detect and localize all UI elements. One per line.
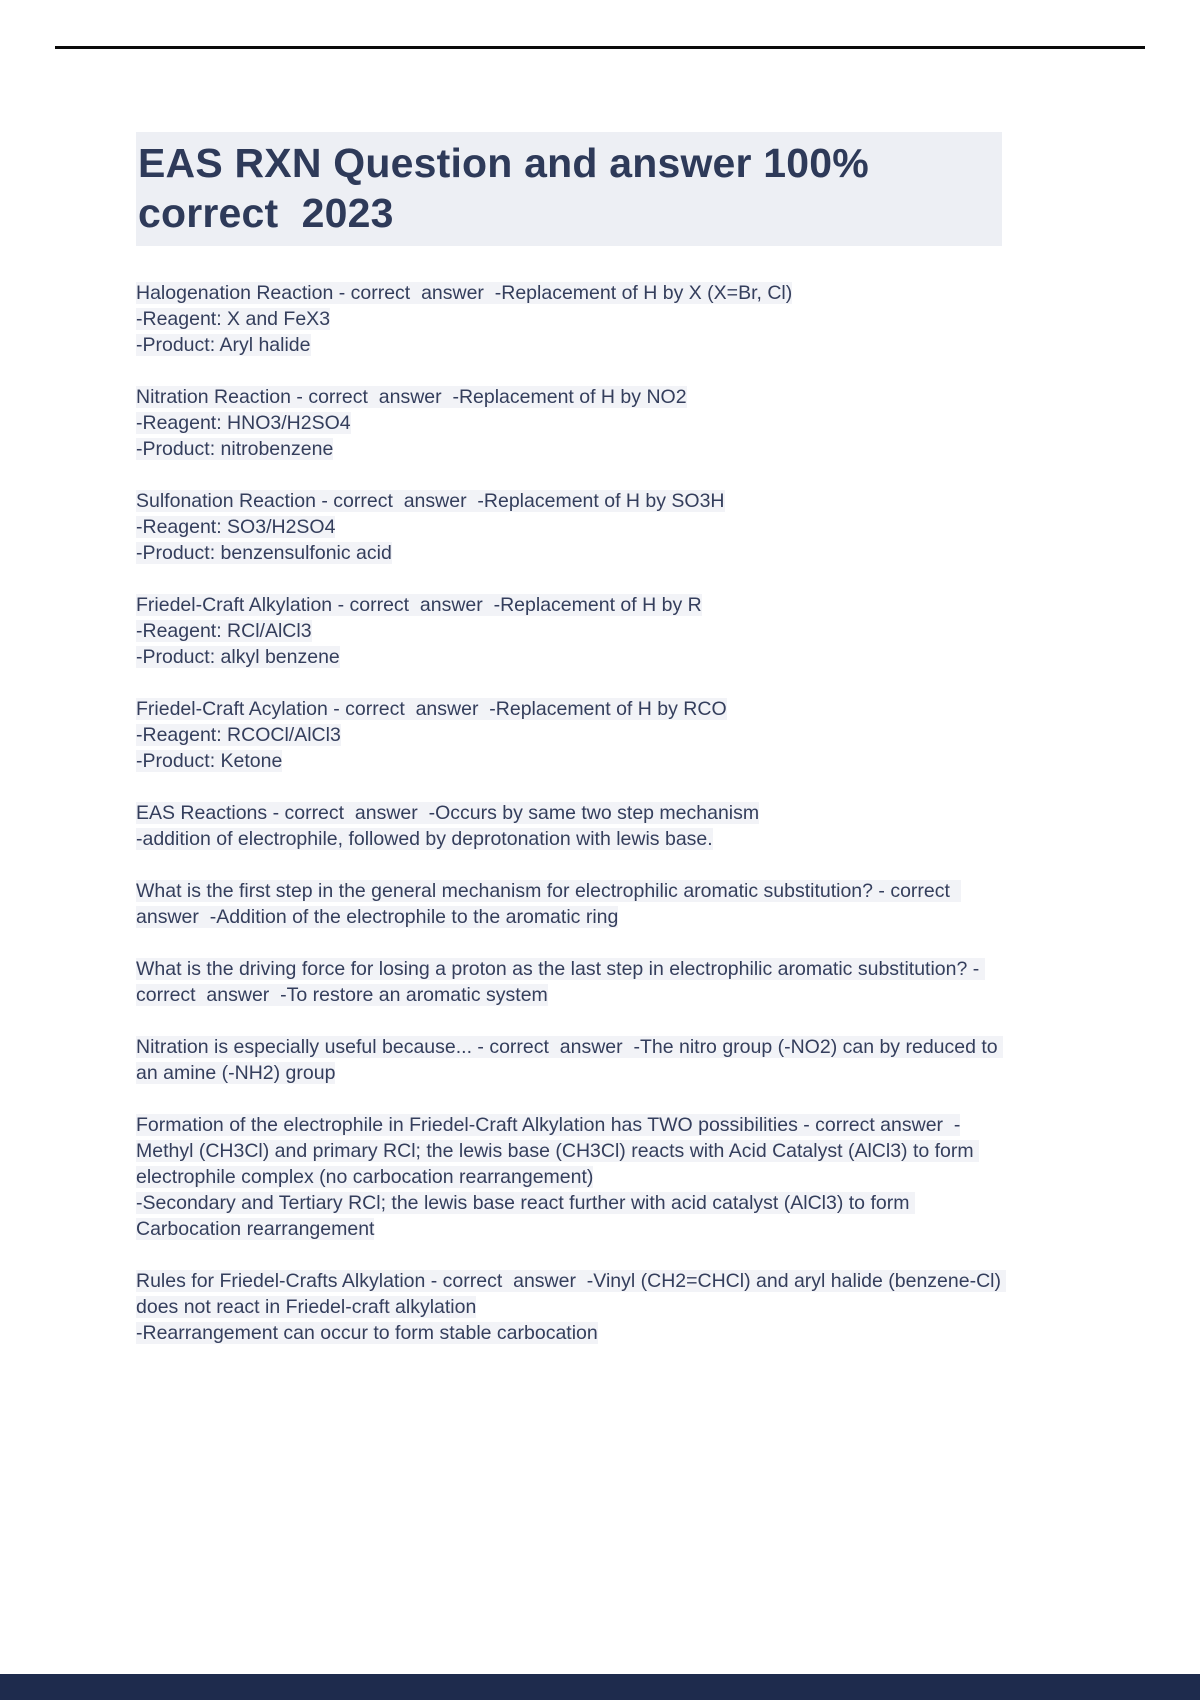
- qa-line: [136, 540, 1002, 566]
- qa-line: [136, 696, 1002, 722]
- highlighted-text: -Product: nitrobenzene: [136, 438, 334, 460]
- qa-line: [136, 644, 1002, 670]
- highlighted-text: What is the first step in the general mechanism for electrophilic aromatic substitution? - correct answer -Addition of the electrophile to the aromatic ring: [136, 880, 961, 928]
- qa-line: [136, 1320, 1002, 1346]
- qa-line: [136, 332, 1002, 358]
- qa-line: [136, 280, 1002, 306]
- qa-line: [136, 800, 1002, 826]
- qa-line: [136, 306, 1002, 332]
- highlighted-text: -Product: benzensulfonic acid: [136, 542, 392, 564]
- page-title: EAS RXN Question and answer 100% correct 2023: [136, 132, 1002, 246]
- qa-line: [136, 1034, 1002, 1086]
- highlighted-text: Friedel-Craft Alkylation - correct answer -Replacement of H by R: [136, 594, 702, 616]
- bottom-footer-bar: [0, 1674, 1200, 1700]
- qa-line: [136, 592, 1002, 618]
- qa-item: [136, 956, 1002, 1008]
- qa-item: [136, 696, 1002, 774]
- qa-line: [136, 436, 1002, 462]
- highlighted-text: Sulfonation Reaction - correct answer -Replacement of H by SO3H: [136, 490, 725, 512]
- qa-line: [136, 956, 1002, 1008]
- highlighted-text: Friedel-Craft Acylation - correct answer -Replacement of H by RCO: [136, 698, 727, 720]
- qa-line: [136, 410, 1002, 436]
- qa-line: [136, 618, 1002, 644]
- highlighted-text: -Rearrangement can occur to form stable carbocation: [136, 1322, 598, 1344]
- highlighted-text: Rules for Friedel-Crafts Alkylation - correct answer -Vinyl (CH2=CHCl) and aryl halide (benzene-Cl) does not react in Friedel-craft alkylation: [136, 1270, 1007, 1318]
- highlighted-text: Nitration Reaction - correct answer -Replacement of H by NO2: [136, 386, 687, 408]
- highlighted-text: EAS Reactions - correct answer -Occurs by same two step mechanism: [136, 802, 760, 824]
- qa-list: [136, 280, 1007, 1346]
- highlighted-text: What is the driving force for losing a proton as the last step in electrophilic aromatic substitution? - correct answer -To restore an aromatic system: [136, 958, 985, 1006]
- top-horizontal-rule: [55, 46, 1145, 49]
- qa-line: [136, 1112, 1002, 1190]
- qa-line: [136, 488, 1002, 514]
- highlighted-text: -Reagent: HNO3/H2SO4: [136, 412, 351, 434]
- highlighted-text: -Secondary and Tertiary RCl; the lewis base react further with acid catalyst (AlCl3) to form Carbocation rearrangement: [136, 1192, 915, 1240]
- qa-line: [136, 514, 1002, 540]
- qa-item: [136, 488, 1002, 566]
- qa-item: [136, 1268, 1007, 1346]
- highlighted-text: -Reagent: RCOCl/AlCl3: [136, 724, 341, 746]
- qa-item: [136, 800, 1002, 852]
- highlighted-text: Nitration is especially useful because... - correct answer -The nitro group (-NO2) can by reduced to an amine (-NH2) group: [136, 1036, 1004, 1084]
- qa-item: [136, 384, 1002, 462]
- qa-item: [136, 1112, 1002, 1242]
- highlighted-text: Halogenation Reaction - correct answer -Replacement of H by X (X=Br, Cl): [136, 282, 793, 304]
- highlighted-text: -Reagent: SO3/H2SO4: [136, 516, 336, 538]
- highlighted-text: -addition of electrophile, followed by deprotonation with lewis base.: [136, 828, 713, 850]
- highlighted-text: Formation of the electrophile in Friedel-Craft Alkylation has TWO possibilities - correct answer -Methyl (CH3Cl) and primary RCl; the lewis base (CH3Cl) reacts with Acid Catalyst (AlCl3) to form electrophile complex (no carbocation rearrangement): [136, 1114, 980, 1188]
- qa-item: [136, 592, 1002, 670]
- highlighted-text: -Product: Aryl halide: [136, 334, 311, 356]
- qa-item: [136, 878, 1002, 930]
- qa-line: [136, 722, 1002, 748]
- qa-line: [136, 826, 1002, 852]
- qa-line: [136, 748, 1002, 774]
- qa-line: [136, 1268, 1007, 1320]
- qa-line: [136, 1190, 1002, 1242]
- highlighted-text: -Product: Ketone: [136, 750, 283, 772]
- document-page: [136, 132, 1007, 1372]
- qa-item: [136, 1034, 1002, 1086]
- qa-line: [136, 384, 1002, 410]
- qa-item: [136, 280, 1002, 358]
- highlighted-text: -Reagent: RCl/AlCl3: [136, 620, 312, 642]
- qa-line: [136, 878, 1002, 930]
- highlighted-text: -Product: alkyl benzene: [136, 646, 340, 668]
- highlighted-text: -Reagent: X and FeX3: [136, 308, 331, 330]
